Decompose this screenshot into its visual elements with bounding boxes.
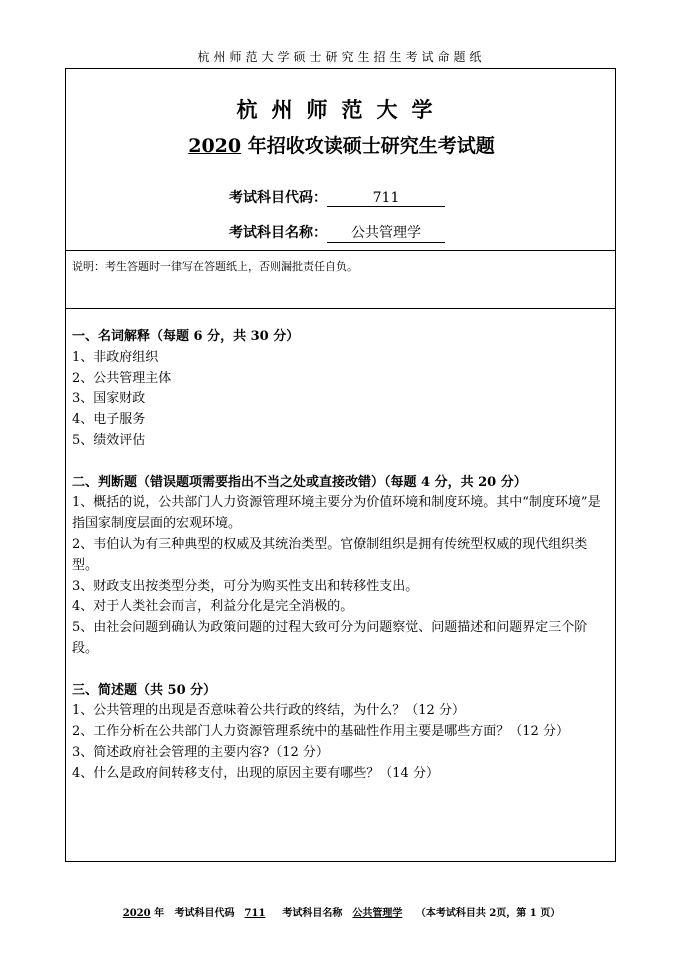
question-item: 2、韦伯认为有三种典型的权威及其统治类型。官僚制组织是拥有传统型权威的现代组织类型。: [72, 536, 588, 573]
divider: [65, 250, 616, 251]
exam-year: 2020: [188, 135, 242, 157]
exam-title-text: 年招收攻读硕士研究生考试题: [247, 135, 495, 157]
footer-name-label: 考试科目名称: [282, 908, 343, 919]
section-heading: 一、名词解释（每题 6 分，共 30 分）: [72, 329, 300, 344]
question-item: 1、概括的说，公共部门人力资源管理环境主要分为价值环境和制度环境。其中“制度环境”是指国家制度层面的宏观环境。: [72, 495, 601, 532]
question-item: 4、对于人类社会而言，利益分化是完全消极的。: [72, 599, 354, 615]
name-label: 考试科目名称：: [229, 225, 327, 241]
questions-body: [72, 327, 612, 785]
page-footer: [0, 904, 683, 919]
section-heading: 二、判断题（错误题项需要指出不当之处或直接改错）（每题 4 分，共 20 分）: [72, 474, 527, 490]
question-item: 2、公共管理主体: [72, 370, 172, 386]
instructions-note: 说明：考生答题时一律写在答题纸上，否则漏批责任自负。: [72, 260, 358, 273]
footer-code-label: 考试科目代码: [174, 908, 235, 919]
footer-year: 2020: [122, 908, 151, 919]
question-item: 4、什么是政府间转移支付，出现的原因主要有哪些？（14 分）: [72, 765, 439, 781]
question-item: 2、工作分析在公共部门人力资源管理系统中的基础性作用主要是哪些方面？（12 分）: [72, 724, 569, 740]
question-item: 5、绩效评估: [72, 432, 146, 448]
subject-name-row: [229, 222, 445, 243]
section-heading: 三、简述题（共 50 分）: [72, 682, 217, 698]
subject-code-row: [229, 187, 445, 207]
code-value: 711: [327, 190, 445, 207]
name-value: 公共管理学: [327, 222, 445, 243]
code-label: 考试科目代码：: [229, 190, 327, 206]
question-item: 3、简述政府社会管理的主要内容?（12 分）: [72, 744, 329, 760]
footer-pages: （本考试科目共 2页，第 1 页）: [415, 908, 561, 919]
question-item: 3、国家财政: [72, 391, 146, 407]
header-title: 杭州师范大学硕士研究生招生考试命题纸: [197, 50, 486, 64]
exam-title: [0, 131, 683, 158]
question-item: 5、由社会问题到确认为政策问题的过程大致可分为问题察觉、问题描述和问题界定三个阶段。: [72, 620, 588, 656]
question-item: 3、财政支出按类型分类，可分为购买性支出和转移性支出。: [72, 578, 419, 594]
question-item: 1、公共管理的出现是否意味着公共行政的终结，为什么？（12 分）: [72, 703, 465, 719]
divider: [65, 308, 616, 309]
question-item: 1、非政府组织: [72, 349, 159, 365]
university-name: 杭州师范大学: [236, 97, 447, 122]
question-item: 4、电子服务: [72, 412, 146, 428]
footer-year-suffix: 年: [154, 908, 165, 919]
footer-name: 公共管理学: [352, 908, 403, 919]
footer-code: 711: [244, 908, 266, 919]
